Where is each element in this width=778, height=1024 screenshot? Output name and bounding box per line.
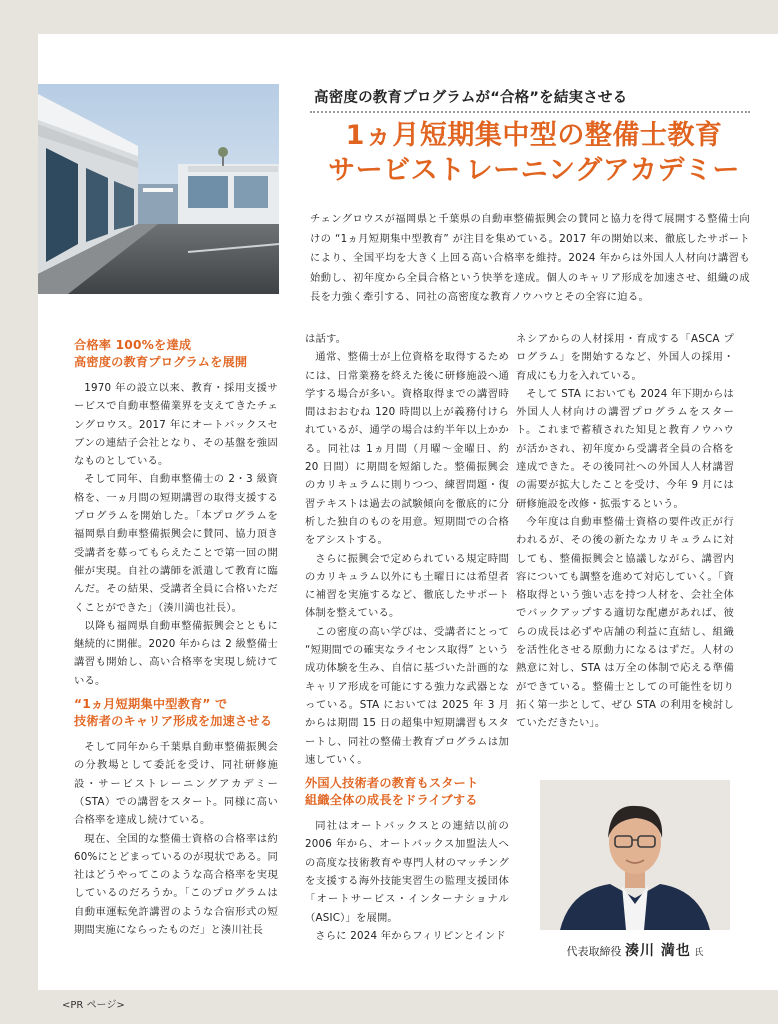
subheading-3-line-1: 外国人技術者の教育もスタート bbox=[305, 776, 479, 791]
paragraph: この密度の高い学びは、受講者にとって “短期間での確実なライセンス取得” という成功体験を生み、自信に基づいた計画的なキャリア形成を可能にする強力な武器となっている。STA においては 2025 年 3 月からは期間 15 日の超集中短期講習もスタートし、同社の整備士教育プログラムは加速していく。 bbox=[305, 625, 509, 766]
portrait-illustration bbox=[540, 780, 730, 930]
subheading-1-line-2: 高密度の教育プログラムを展開 bbox=[74, 355, 248, 369]
subheading-2-line-1: “1ヵ月短期集中型教育” で bbox=[74, 697, 228, 712]
paragraph: 現在、全国的な整備士資格の合格率は約 60%にとどまっているのが現状である。同社はどうやってこのような高合格率を実現しているのだろうか。「このプログラムは自動車運転免許講習のような合宿形式の短期間実施にならったものだ」と湊川社長 bbox=[74, 832, 278, 937]
building-photo bbox=[38, 84, 279, 294]
ceo-portrait bbox=[540, 780, 730, 930]
portrait-caption bbox=[540, 940, 730, 960]
subheading-2-line-2: 技術者のキャリア形成を加速させる bbox=[74, 714, 273, 729]
dotted-divider bbox=[310, 111, 750, 113]
article-page bbox=[38, 34, 778, 990]
column-3 bbox=[516, 330, 734, 733]
subheading-3-line-2: 組織全体の成長をドライブする bbox=[305, 793, 478, 808]
headline bbox=[314, 118, 754, 188]
kicker-text: 高密度の教育プログラムが“合格”を結実させる bbox=[314, 90, 628, 106]
subheading-1 bbox=[74, 337, 278, 371]
paragraph: そして STA においても 2024 年下期からは外国人人材向けの講習プログラムをスタート。これまで蓄積された知見と教育ノウハウが活かされ、初年度から受講者全員の合格を達成できた。その後同社への外国人人材講習の需要が拡大したことを受け、今年 9 月には研修施設を改修・拡張するという。 bbox=[516, 387, 734, 510]
paragraph: 今年度は自動車整備士資格の要件改正が行われるが、その後の新たなカリキュラムに対しても、整備振興会と協議しながら、講習内容についても調整を進めて対応していく。「資格取得という強い志を持つ人材を、会社全体でバックアップする適切な配慮があれば、彼らの成長は必ずや店舗の利益に直結し、組織を活性化させる原動力になるはずだ。人材の熱意に対し、STA は万全の体制で応える準備ができている。整備士としての可能性を切り拓く第一歩として、ぜひ STA の利用を検討していただきたい」。 bbox=[516, 515, 734, 730]
caption-role: 代表取締役 bbox=[566, 945, 622, 958]
paragraph: さらに 2024 年からフィリピンとインド bbox=[315, 929, 506, 942]
paragraph: さらに振興会で定められている規定時間のカリキュラム以外にも土曜日には希望者に補習を実施するなど、徹底したサポート体制を整えている。 bbox=[305, 552, 509, 620]
column-2 bbox=[305, 330, 509, 945]
paragraph: そして同年から千葉県自動車整備振興会の分教場として委託を受け、同社研修施設・サービストレーニングアカデミー（STA）での講習をスタート。同様に高い合格率を達成し続けている。 bbox=[74, 741, 278, 827]
page-footer: <PR ページ> bbox=[62, 1000, 125, 1011]
subheading-1-line-1: 合格率 100%を達成 bbox=[74, 338, 192, 352]
paragraph-continued: ネシアからの人材採用・育成する「ASCA プログラム」を開始するなど、外国人の採用・育成にも力を入れている。 bbox=[516, 333, 734, 382]
column-1 bbox=[74, 330, 278, 939]
paragraph: 通常、整備士が上位資格を取得するためには、日常業務を終えた後に研修施設へ通学する場合が多い。資格取得までの講習時間はおおむね 120 時間以上が義務付けられているが、通学の場合は約半年以上かかる。同社は 1ヵ月間（月曜〜金曜日、約 20 日間）に期間を短縮した。整備振興会のカリキュラムに則りつつ、練習問題・復習テキストは過去の試験傾向を徹底的に分析した独自のものを用意。短期間での合格をアシストする。 bbox=[305, 351, 509, 547]
headline-line-2: サービストレーニングアカデミー bbox=[328, 155, 740, 186]
headline-line-1: 1ヵ月短期集中型の整備士教育 bbox=[345, 120, 723, 151]
paragraph: 1970 年の設立以来、教育・採用支援サービスで自動車整備業界を支えてきたチェングロウス。2017 年にオートバックスセブンの連結子会社となり、その基盤を強固なものとしている。 bbox=[74, 382, 278, 468]
lead-paragraph: チェングロウスが福岡県と千葉県の自動車整備振興会の賛同と協力を得て展開する整備士向けの “1ヵ月短期集中型教育” が注目を集めている。2017 年の開始以来、徹底したサポートにより、全国平均を大きく上回る高い合格率を維持。2024 年からは外国人人材向け講習も始動し、初年度から全員合格という快挙を達成。個人のキャリア形成を加速させ、組織の成長を力強く牽引する、同社の高密度な教育ノウハウとその全容に迫る。 bbox=[310, 213, 750, 303]
subheading-3 bbox=[305, 775, 509, 809]
subheading-2 bbox=[74, 696, 278, 730]
caption-suffix: 氏 bbox=[694, 948, 704, 958]
building-illustration bbox=[38, 84, 279, 294]
caption-name: 湊川 満也 bbox=[625, 943, 691, 959]
paragraph: そして同年、自動車整備士の 2・3 級資格を、一ヵ月間の短期講習の取得支援するプログラムを開始した。「本プログラムを福岡県自動車整備振興会に賛同、協力頂き受講者を募ってもらえたことで第一回の開催が実現。自社の講師を派遣して教育に臨んだ。その結果、受講者全員に合格いただくことができた」（湊川満也社長）。 bbox=[74, 473, 278, 614]
paragraph: 同社はオートバックスとの連結以前の 2006 年から、オートバックス加盟法人への高度な技術教育や専門人材のマッチングを支援する海外技能実習生の監理支援団体「オートサービス・インターナショナル（ASIC）」を展開。 bbox=[305, 820, 509, 924]
paragraph-continued: は話す。 bbox=[305, 333, 347, 345]
paragraph: 以降も福岡県自動車整備振興会とともに継続的に開催。2020 年からは 2 級整備士講習も開始し、高い合格率を実現し続けている。 bbox=[74, 619, 278, 687]
